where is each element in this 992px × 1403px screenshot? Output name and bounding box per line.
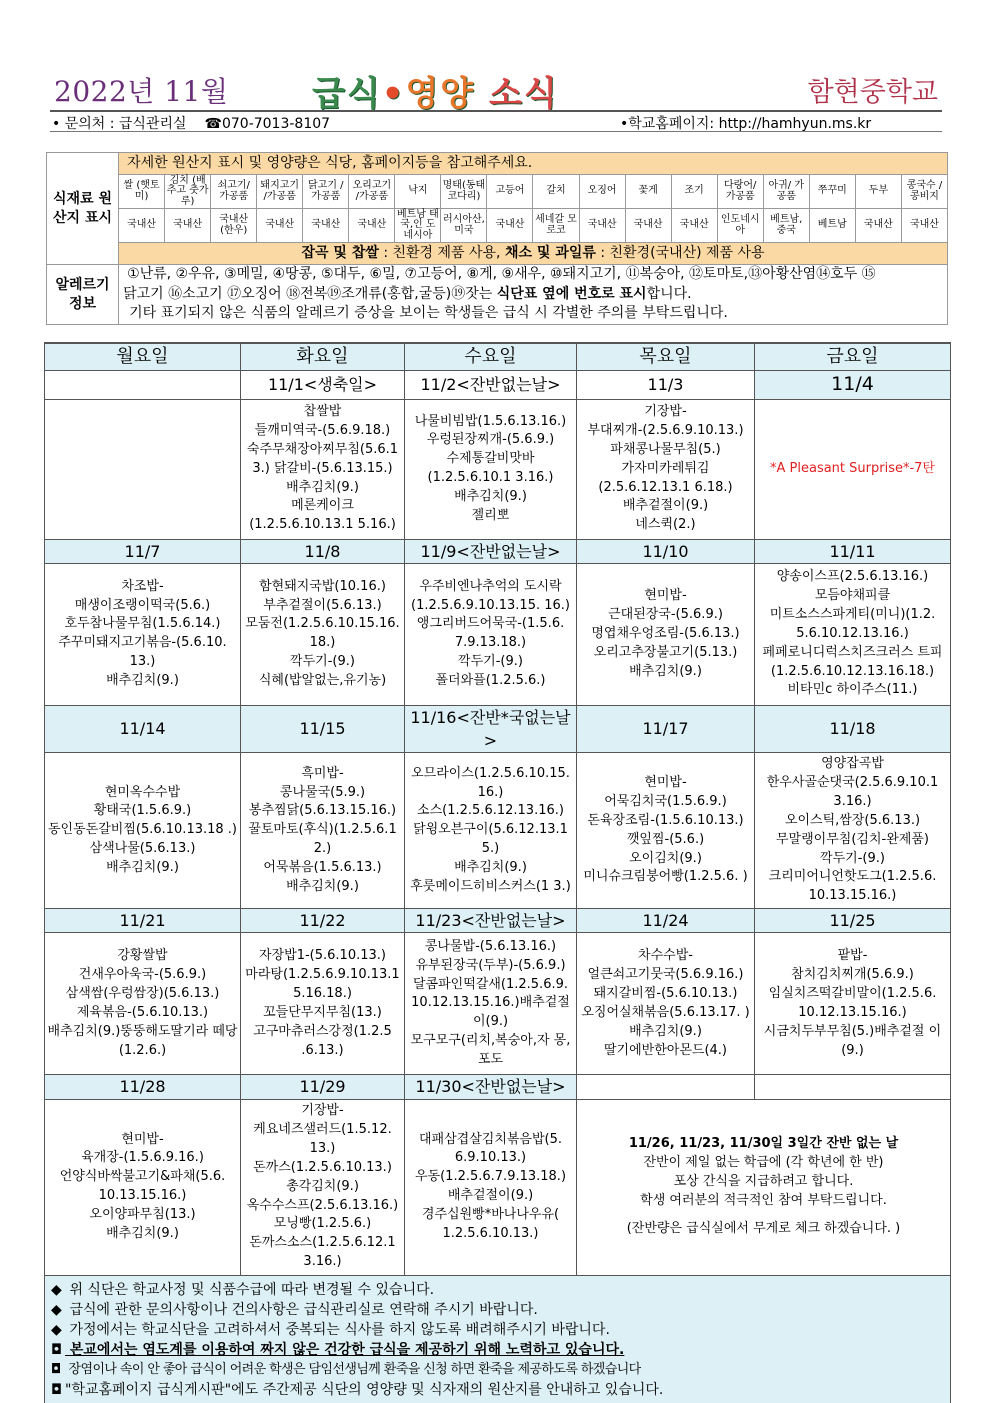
menu-item: 함현돼지국밥(10.16.) [259,578,386,594]
footer-note-4 [51,1340,944,1360]
school-name: 함현중학교 [807,77,938,108]
date-cell: 11/25 [755,909,951,933]
footer-note-1 [51,1280,944,1300]
menu-item: 현미밥- [121,1131,164,1147]
meal-cell [45,933,241,1075]
footer-notes [45,1275,951,1403]
menu-item: 배추김치(9.) [629,1023,702,1039]
menu-item: 언양식바싹불고기&파채(5.6. 10.13.15.16.) [59,1169,226,1204]
menu-item: 모닝빵(1.2.5.6.) [273,1216,372,1232]
date-cell: 11/30<잔반없는날> [405,1075,577,1099]
date-cell: 11/16<잔반*국없는날> [405,705,577,752]
menu-item: 매생이조랭이떡국(5.6.) [74,597,211,613]
menu-item: 돈까스(1.2.5.6.10.13.) [253,1159,392,1175]
origin-intro: 자세한 원산지 표시 및 영양량은 식당, 홈페이지등을 참고해주세요. [119,153,948,175]
date-row [45,539,951,563]
meal-cell [577,753,755,909]
meal-cell [405,399,577,539]
contact-inquiry [52,113,330,133]
origin-country: 국내산 [901,209,947,243]
menu-item: 옥수수스프(2.5.6.13.16.) [246,1197,399,1213]
origin-item: 콩국수 /콩비지 [901,175,947,209]
footer-note-2 [51,1300,944,1320]
menu-item: 오이김치(9.) [629,850,702,866]
meal-cell [45,399,241,539]
date-cell: 11/14 [45,705,241,752]
menu-item: 황태국(1.5.6.9.) [93,803,192,819]
origin-country: 베트남 태국,인 도네시아 [395,209,441,243]
origin-country: 국내산 [625,209,671,243]
meal-cell [405,563,577,705]
menu-item: 콩나물밥-(5.6.13.16.) [424,938,557,954]
origin-item: 오징어 [579,175,625,209]
origin-item: 쭈꾸미 [809,175,855,209]
date-cell: 11/22 [241,909,405,933]
date-cell: 11/23<잔반없는날> [405,909,577,933]
menu-item: 어묵볶음(1.5.6.13.) [263,859,382,875]
menu-item: 배추겉절이(9.) [622,498,709,514]
meal-cell [241,1099,405,1275]
menu-item: 근대된장국-(5.6.9.) [608,607,723,623]
allergy-line-2c: 합니다. [646,285,692,302]
menu-item: 우동(1.2.5.6.7.9.13.18.) [414,1169,567,1185]
menu-item: 고구마츄러스강정(1.2.5 .6.13.) [253,1023,392,1058]
phone-number: ☎070-7013-8107 [204,116,331,132]
menu-item: 시금치두부무침(5.)배추겉절 이(9.) [763,1023,942,1058]
menu-item: 기장밥- [301,1103,344,1119]
origin-country: 러시아산, 미국 [441,209,487,243]
meal-cell [405,1099,577,1275]
menu-item: 딸기에반한아몬드(4.) [603,1042,727,1058]
origin-country: 국내산 [487,209,533,243]
origin-country: 국내산 [257,209,303,243]
footer-note-6 [51,1380,944,1400]
menu-item: 오리고추장불고기(5.13.) [593,644,738,660]
menu-item: 영양잡곡밥 [821,756,884,772]
menu-item: 식혜(밥알없는,유기농) [258,673,387,689]
meal-cell [577,399,755,539]
date-cell: 11/21 [45,909,241,933]
menu-item: 유부된장국(두부)-(5.6.9.) [415,957,566,973]
menu-item: 꼬들단무지무침(13.) [263,1004,382,1020]
menu-item: 팥밥- [837,948,868,964]
menu-item: 깻잎찜-(5.6.) [626,831,705,847]
meal-cell [405,753,577,909]
meal-cell [45,753,241,909]
menu-item: 돈육장조림-(1.5.6.10.13.) [587,812,744,828]
menu-item: 닭윙오븐구이(5.6.12.13.1 5.) [413,822,568,857]
menu-item: 수제통갈비맛바(1.2.5.6.10.1 3.16.) [427,451,554,486]
date-row [45,909,951,933]
menu-item: 제육볶음-(5.6.10.13.) [76,1004,209,1020]
box-bullet-icon: ◘ [51,1381,63,1398]
menu-item: 메론케이크(1.2.5.6.10.13.1 5.16.) [249,498,396,533]
menu-item: 강황쌀밥 [117,948,168,964]
menu-item: 깍두기-(9.) [290,654,355,670]
footer-notes-row [45,1275,951,1403]
menu-item: 배추김치(9.) [454,859,527,875]
menu-item: 대패삼겹살김치볶음밥(5. 6.9.10.13.) [418,1131,563,1166]
origin-item: 다랑어/ 가공품 [717,175,763,209]
menu-item: 배추김치(9.) [454,488,527,504]
meal-row [45,563,951,705]
origin-country: 국내산 [579,209,625,243]
date-cell: 11/10 [577,539,755,563]
date-cell [755,1075,951,1099]
grain-note [119,243,948,265]
menu-item: 삼색나물(5.6.13.) [89,841,196,857]
allergy-info [119,265,948,325]
menu-item: 배추김치(9.) [106,673,179,689]
weekday-header-row [45,343,951,371]
footer-note-5 [51,1361,944,1380]
menu-item: 참치김치찌개(5.6.9.) [791,967,914,983]
meal-row [45,399,951,539]
menu-item: 깍두기-(9.) [458,654,523,670]
menu-item: 깍두기-(9.) [820,850,885,866]
menu-item: 꿀토마토(후식)(1.2.5.6.1 2.) [248,822,397,857]
origin-country: 국내산 (한우) [211,209,257,243]
date-row [45,705,951,752]
menu-item: 폴더와플(1.2.5.6.) [435,673,546,689]
newsletter-title [312,66,559,115]
date-cell: 11/1<생축일> [241,371,405,400]
origin-item: 닭고기 /가공품 [303,175,349,209]
menu-item: 배추김치(9.) [286,878,359,894]
grain-note-text2: : 친환경(국내산) 제품 사용 [595,245,765,262]
menu-item: 모듬야채피클 [814,588,891,604]
footer-note-text: "학교홈페이지 급식게시판"에도 주간제공 식단의 영양량 및 식자재의 원산지를 안내하고 있습니다. [65,1381,664,1398]
meal-row [45,753,951,909]
origin-values-row [47,209,948,243]
diamond-icon: ◆ [51,1281,62,1298]
date-row [45,1075,951,1099]
menu-item: 한우사골순댓국(2.5.6.9.10.1 3.16.) [766,775,939,810]
menu-item: 현미밥- [644,588,687,604]
menu-item: 배추김치(9.) [106,1225,179,1241]
menu-item: 미트소스스파게티(미니)(1.2. 5.6.10.12.13.16.) [769,607,936,641]
menu-item: 차조밥- [121,578,164,594]
menu-item: 찹쌀밥 [303,404,342,420]
menu-item: 총각김치(9.) [286,1178,359,1194]
date-cell: 11/11 [755,539,951,563]
menu-item: 비타민c 하이주스(11.) [787,682,918,698]
origin-country: 국내산 [119,209,165,243]
menu-item: 우렁된장찌개-(5.6.9.) [426,432,555,448]
menu-item: 숙주무채장아찌무침(5.6.1 3.) 닭갈비-(5.6.13.15.) [246,441,399,476]
menu-item: 달콤파인떡갈새(1.2.5.6.9. 10.12.13.15.16.)배추겉절 이(9.) [411,976,570,1030]
menu-item: 어묵김치국(1.5.6.9.) [604,794,727,810]
menu-item: 가자미카레튀김(2.5.6.12.13.1 6.18.) [598,460,733,495]
origin-country: 국내산 [303,209,349,243]
origin-item: 조기 [671,175,717,209]
origin-country: 베트남, 중국 [763,209,809,243]
title-part-news: 소식 [488,74,559,114]
menu-item: 들깨미역국-(5.6.9.18.) [254,423,391,439]
menu-item: 배추김치(9.) [106,859,179,875]
diamond-icon: ◆ [51,1322,62,1339]
date-cell: 11/15 [241,705,405,752]
origin-country: 세네갈 모로코 [533,209,579,243]
meal-cell [405,933,577,1075]
allergy-line-3: 기타 표기되지 않은 식품의 알레르기 증상을 보이는 학생들은 급식 시 각별한 주의를 부탁드립니다. [129,305,728,322]
origin-item: 아귀/ 가공품 [763,175,809,209]
origin-item: 갈치 [533,175,579,209]
menu-item: 케요네즈샐러드(1.5.12. 13.) [253,1122,392,1156]
menu-item: 배추김치(9.) [286,479,359,495]
menu-item: 크리미어니언핫도그(1.2.5.6. 10.13.15.16.) [768,869,937,904]
allergy-line-1: ①난류, ②우유, ③메밀, ④땅콩, ⑤대두, ⑥밀, ⑦고등어, ⑧게, ⑨새우, ⑩돼지고기, ⑪복숭아, ⑫토마토,⑬아황산염⑭호두 ⑮ [127,266,876,283]
menu-item: 명엽채우엉조림-(5.6.13.) [591,625,740,641]
menu-item: 오므라이스(1.2.5.6.10.15. 16.) [411,765,570,800]
allergy-line-2a: 닭고기 ⑯소고기 ⑰오징어 ⑱전복⑲조개류(홍합,굴등)⑲잣는 [123,285,497,302]
menu-item: 차수수밥- [638,948,693,964]
date-cell: 11/7 [45,539,241,563]
date-cell: 11/24 [577,909,755,933]
menu-item: 돈까스소스(1.2.5.6.12.1 3.16.) [249,1235,396,1270]
menu-item: 경주십원빵*바나나우유( 1.2.5.6.10.13.) [421,1206,560,1241]
weekly-menu-table [44,342,951,1403]
menu-item: 콩나물국(5.9.) [279,784,366,800]
grain-note-grain: 잡곡 및 찹쌀 [301,245,379,262]
menu-item: 네스퀵(2.) [635,517,696,533]
menu-item: 오징어실채볶음(5.6.13.17. ) [581,1004,750,1020]
menu-item: 모구모구(리치,복숭아,자 몽,포도 [410,1033,571,1067]
date-cell [45,371,241,400]
contact-bar [50,110,942,132]
meal-cell [755,563,951,705]
origin-info-table [46,152,948,325]
menu-item: 앵그리버드어묵국-(1.5.6. 7.9.13.18.) [416,616,565,651]
page-header [50,62,942,112]
menu-item: 부대찌개-(2.5.6.9.10.13.) [587,423,744,439]
title-part-nutrition: 영양 [405,74,476,114]
meal-row [45,1099,951,1275]
meal-cell [755,933,951,1075]
menu-item: 모둠전(1.2.5.6.10.15.16. 18.) [245,616,400,651]
date-cell: 11/17 [577,705,755,752]
origin-country: 국내산 [855,209,901,243]
diamond-icon: ◆ [51,1301,62,1318]
inquiry-text: • 문의처 : 급식관리실 [52,116,187,132]
origin-item: 오리고기 /가공품 [349,175,395,209]
menu-item: 파채콩나물무침(5.) [610,441,721,457]
origin-country: 베트남 [809,209,855,243]
origin-item: 고등어 [487,175,533,209]
origin-country: 인도네시 아 [717,209,763,243]
menu-item: 무말랭이무침(김치-완제품) [776,831,929,847]
meal-cell [241,399,405,539]
title-dot: • [381,74,406,114]
meal-cell [45,563,241,705]
date-cell [577,1075,755,1099]
meal-cell [241,563,405,705]
date-cell: 11/9<잔반없는날> [405,539,577,563]
menu-item: 기장밥- [644,404,687,420]
menu-item: 육개장-(1.5.6.9.16.) [81,1150,204,1166]
menu-item: 부추겉절이(5.6.13.) [263,597,382,613]
origin-item: 쇠고기/ 가공품 [211,175,257,209]
notice-title: 11/26, 11/23, 11/30일 3일간 잔반 없는 날 [628,1135,899,1151]
menu-item: 양송이스프(2.5.6.13.16.) [776,569,929,585]
origin-items-row [47,175,948,209]
menu-item: 봉추찜닭(5.6.13.15.16.) [248,803,397,819]
menu-item: 현미옥수수밥 [104,784,181,800]
date-cell: 11/29 [241,1075,405,1099]
origin-item: 명태(동태 코다리) [441,175,487,209]
meal-cell [241,753,405,909]
menu-item: 미니슈크림붕어빵(1.2.5.6. ) [583,869,748,885]
menu-item: 배추김치(9.)뚱뚱해도딸기라 떼당(1.2.6.) [47,1023,238,1058]
menu-item: 페페로니디럭스치즈크러스 트피(1.2.5.6.10.12.13.16.18.) [762,644,943,679]
meal-cell [755,753,951,909]
date-cell: 11/18 [755,705,951,752]
homepage-link[interactable]: •학교홈페이지: http://hamhyun.ms.kr [620,116,872,132]
origin-country: 국내산 [165,209,211,243]
origin-item: 낙지 [395,175,441,209]
menu-item: 삼색쌈(우렁쌈장)(5.6.13.) [65,986,220,1002]
menu-item: 마라탕(1.2.5.6.9.10.13.1 5.16.18.) [245,967,400,1002]
notice-line-4: (잔반량은 급식실에서 무게로 체크 하겠습니다. ) [626,1221,901,1237]
grain-note-veg: 채소 및 과일류 [504,245,596,262]
grain-note-text1: : 친환경 제품 사용, [378,245,505,262]
origin-item: 김치 (배추고 춧가루) [165,175,211,209]
menu-item: 건새우아욱국-(5.6.9.) [78,967,207,983]
footer-note-3 [51,1320,944,1340]
menu-item: 오이양파무침(13.) [89,1206,196,1222]
footer-note-text: 본교에서는 염도계를 이용하여 짜지 않은 건강한 급식을 제공하기 위해 노력하고 있습니다. [65,1342,625,1359]
menu-item: 흑미밥- [301,765,344,781]
allergy-line-2 [123,285,946,305]
menu-item: 주꾸미돼지고기볶음-(5.6.10. 13.) [58,635,227,670]
menu-item: 임실치즈떡갈비말이(1.2.5.6. 10.12.13.15.16.) [768,986,937,1020]
footer-note-text: 위 식단은 학교사정 및 식품수급에 따라 변경될 수 있습니다. [65,1281,435,1298]
date-cell: 11/2<잔반없는날> [405,371,577,400]
menu-item: 우주비엔나추억의 도시락(1.2.5.6.9.10.13.15. 16.) [411,578,570,613]
origin-item: 꽃게 [625,175,671,209]
notice-line-2: 포상 간식을 지급하려고 합니다. [673,1173,854,1189]
date-row [45,371,951,400]
menu-item: 나물비빔밥(1.5.6.13.16.) [414,413,567,429]
menu-item: 젤리뽀 [471,507,510,523]
menu-item: 현미밥- [644,775,687,791]
menu-item: 소스(1.2.5.6.12.13.16.) [417,803,564,819]
footer-note-text: 가정에서는 학교식단을 고려하셔서 중복되는 식사를 하지 않도록 배려해주시기 바랍니다. [65,1322,610,1339]
menu-item: 얼큰쇠고기뭇국(5.6.9.16.) [587,967,744,983]
menu-item: 동인동돈갈비찜(5.6.10.13.18 .) [47,822,237,838]
origin-label: 식재료 원산지 표시 [47,153,119,265]
meal-cell [45,1099,241,1275]
menu-item: 호두참나물무침(1.5.6.14.) [64,616,221,632]
date-cell: 11/3 [577,371,755,400]
weekday-tue: 화요일 [241,343,405,371]
allergy-label: 알레르기 정보 [47,265,119,325]
date-cell: 11/8 [241,539,405,563]
origin-item: 두부 [855,175,901,209]
weekday-mon: 월요일 [45,343,241,371]
title-part-meal: 급식 [312,74,382,114]
notice-line-1: 잔반이 제일 없는 학급에 (각 학년에 한 반) [643,1154,884,1170]
meal-cell-surprise: *A Pleasant Surprise*-7탄 [755,399,951,539]
no-leftover-notice [577,1099,951,1275]
menu-item: 자장밥1-(5.6.10.13.) [259,948,386,964]
footer-note-text: 급식에 관한 문의사항이나 건의사항은 급식관리실로 연락해 주시기 바랍니다. [65,1301,538,1318]
meal-cell [577,563,755,705]
menu-item: 오이스틱,쌈장(5.6.13.) [784,812,921,828]
weekday-fri: 금요일 [755,343,951,371]
weekday-wed: 수요일 [405,343,577,371]
meal-row [45,933,951,1075]
meal-cell [577,933,755,1075]
box-bullet-icon: ◘ [51,1342,63,1359]
allergy-line-2b: 식단표 옆에 번호로 표시 [496,285,647,302]
origin-item: 쌀 (햇토미) [119,175,165,209]
menu-item: 후룻메이드히비스커스(1 3.) [410,878,571,894]
menu-item: 배추겉절이(9.) [447,1188,534,1204]
origin-item: 돼지고기 /가공품 [257,175,303,209]
newsletter-date: 2022년 11월 [54,75,229,108]
menu-item: 배추김치(9.) [629,663,702,679]
origin-country: 국내산 [671,209,717,243]
notice-line-3: 학생 여러분의 적극적인 참여 부탁드립니다. [640,1192,887,1208]
origin-country: 국내산 [349,209,395,243]
meal-cell [241,933,405,1075]
date-cell: 11/4 [755,371,951,400]
box-bullet-icon: ◘ [51,1361,61,1377]
footer-note-text: 장염이나 속이 안 좋아 급식이 어려운 학생은 담임선생님께 환죽을 신청 하면 환죽을 제공하도록 하겠습니다 [65,1361,641,1377]
date-cell: 11/28 [45,1075,241,1099]
menu-item: 돼지갈비찜-(5.6.10.13.) [593,986,738,1002]
weekday-thu: 목요일 [577,343,755,371]
